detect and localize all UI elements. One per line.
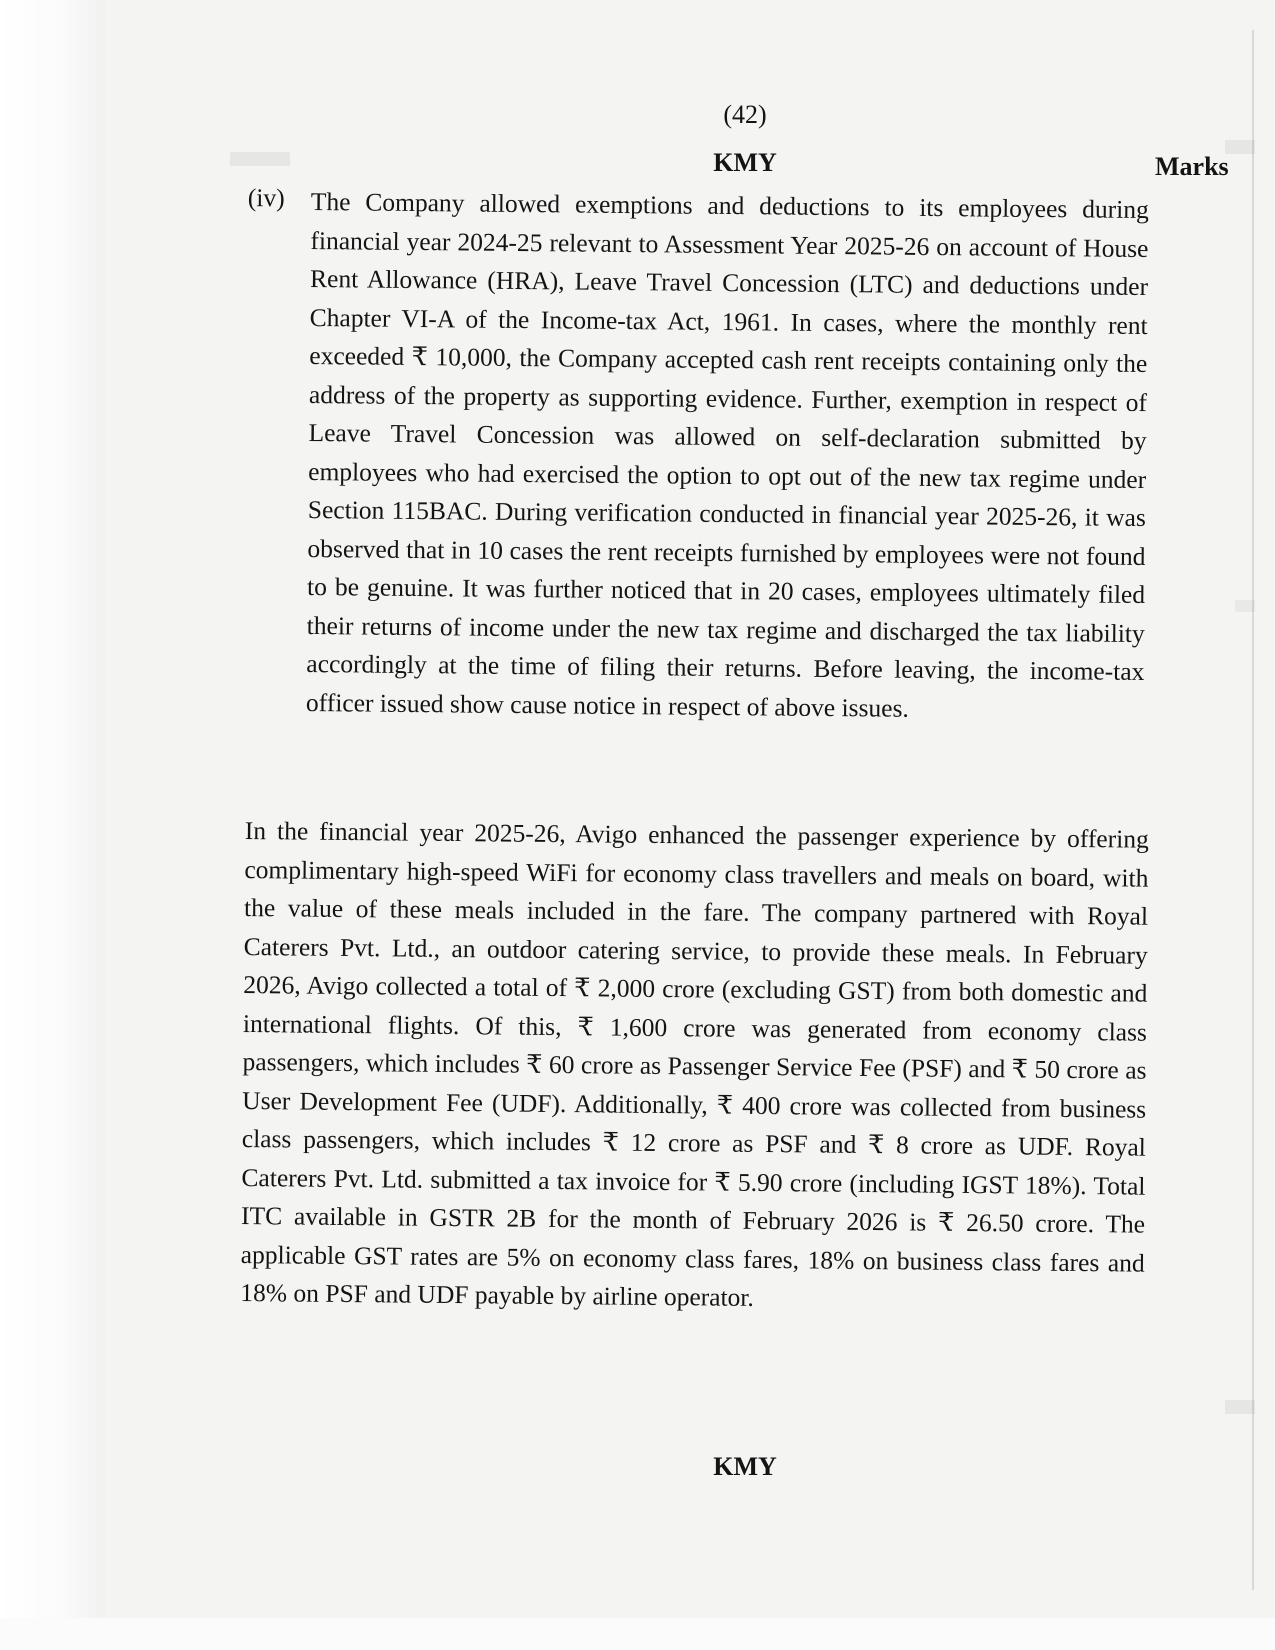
question-item-text: The Company allowed exemptions and deductions to its employees during financial year 2024-25 relevant to Assessment Year 2025-26 on account of House Rent Allowance (HRA), Leave Travel Concession (LTC) and deductions under Chapter VI-A of the Income-tax Act, 1961. In cases, where the monthly rent exceeded ₹ 10,000, the Company accepted cash rent receipts containing only the address of the property as supporting evidence. Further, exemption in respect of Leave Travel Concession was allowed on self-declaration submitted by employees who had exercised the option to opt out of the new tax regime under Section 115BAC. During verification conducted in financial year 2025-26, it was observed that in 10 cases the rent receipts furnished by employees were not found to be genuine. It was further noticed that in 20 cases, employees ultimately filed their returns of income under the new tax regime and discharged the tax liability accordingly at the time of filing their returns. Before leaving, the income-tax officer issued show cause notice in respect of above issues. [305,186,1149,723]
case-paragraph: In the financial year 2025-26, Avigo enhanced the passenger experience by offering complimentary high-speed WiFi for economy class travellers and meals on board, with the value of these meals included in the fare. The company partnered with Royal Caterers Pvt. Ltd., an outdoor catering service, to provide these meals. In February 2026, Avigo collected a total of ₹ 2,000 crore (excluding GST) from both domestic and international flights. Of this, ₹ 1,600 crore was generated from economy class passengers, which includes ₹ 60 crore as Passenger Service Fee (PSF) and ₹ 50 crore as User Development Fee (UDF). Additionally, ₹ 400 crore was collected from business class passengers, which includes ₹ 12 crore as PSF and ₹ 8 crore as UDF. Royal Caterers Pvt. Ltd. submitted a tax invoice for ₹ 5.90 crore (including IGST 18%). Total ITC available in GSTR 2B for the month of February 2026 is ₹ 26.50 crore. The applicable GST rates are 5% on economy class fares, 18% on business class fares and 18% on PSF and UDF payable by airline operator. [240,815,1149,1312]
page-number: (42) [723,100,767,129]
page-edge [1252,30,1254,1590]
scan-margin-bottom [0,1618,1275,1650]
show-through-bar [1225,1400,1255,1414]
marks-column-heading: Marks [1155,152,1229,181]
paper-code-header: KMY [713,148,777,177]
scan-margin-left [0,0,105,1650]
show-through-bar [1235,600,1255,612]
question-item-marker: (iv) [247,183,285,213]
paper-code-footer: KMY [713,1452,777,1481]
